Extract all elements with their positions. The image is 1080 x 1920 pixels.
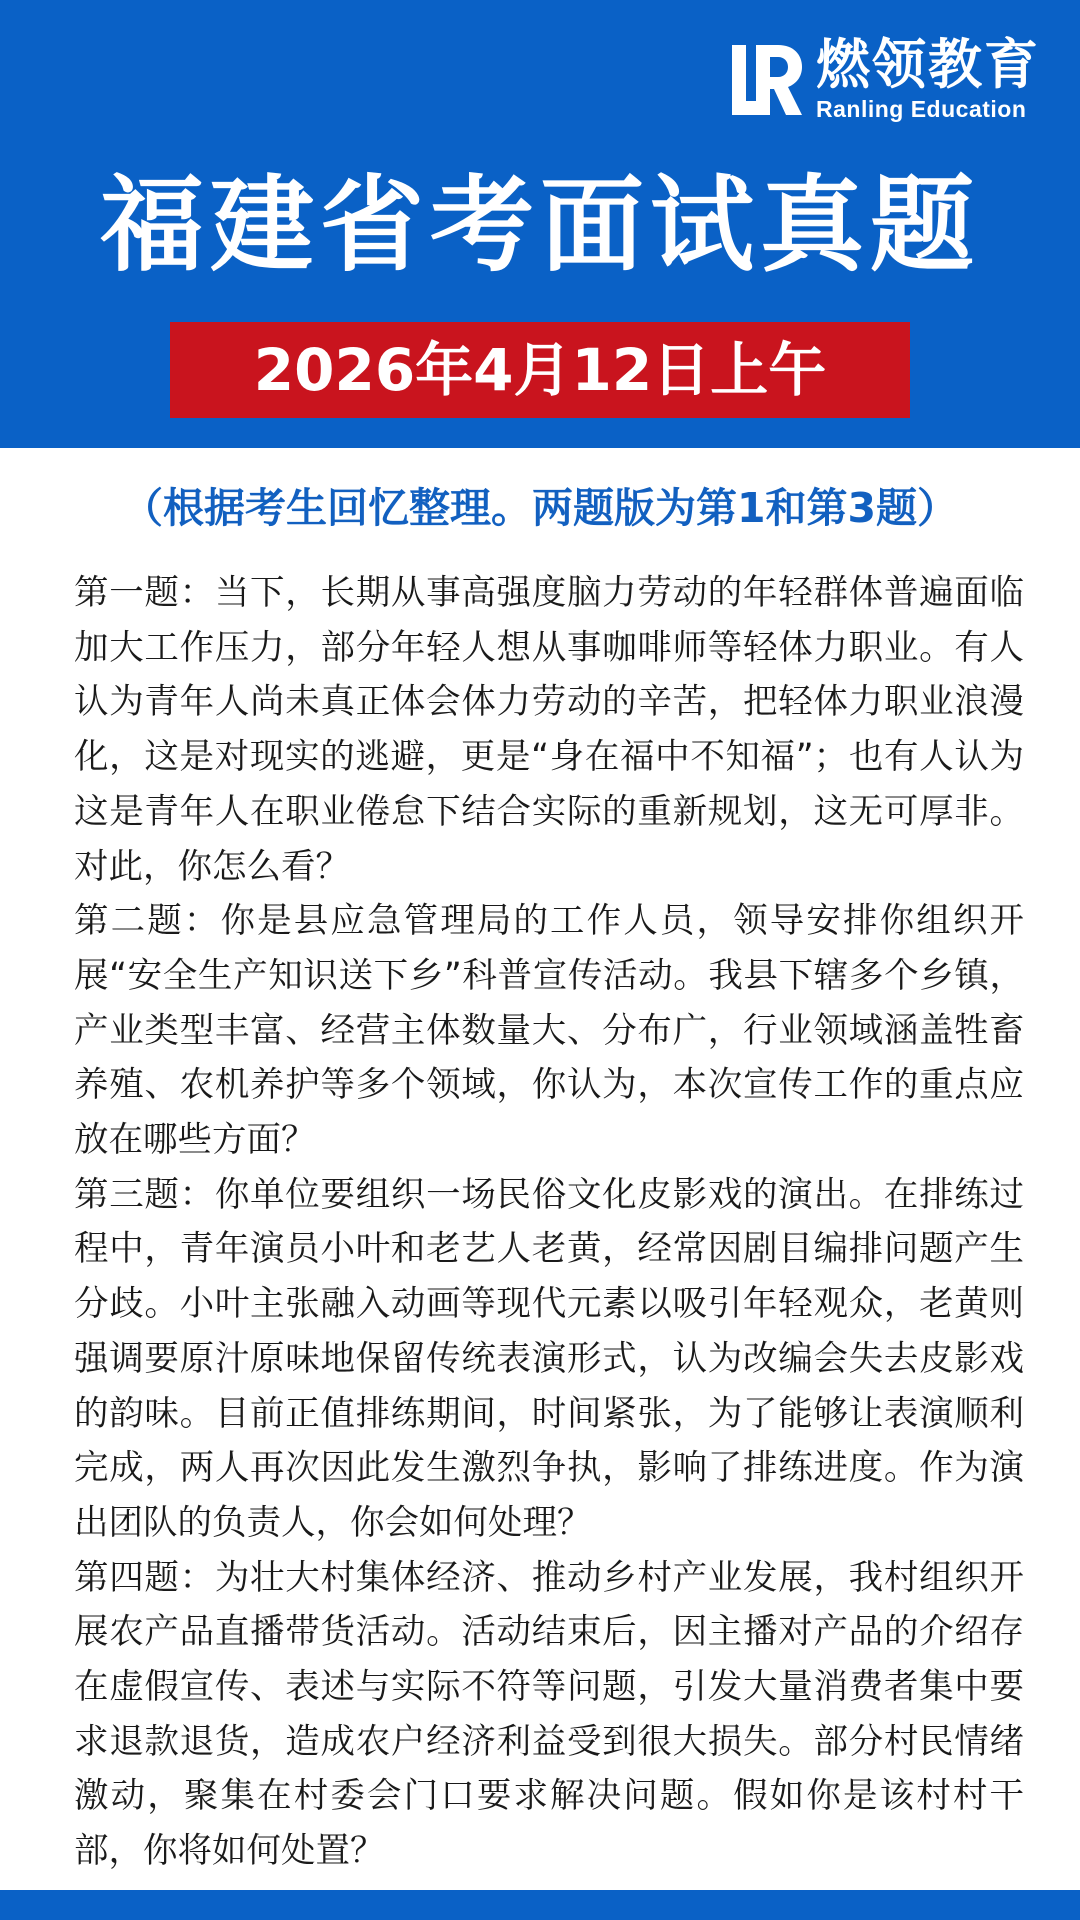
question-1: 第一题：当下，长期从事高强度脑力劳动的年轻群体普遍面临加大工作压力，部分年轻人想从事咖啡师等轻体力职业。有人认为青年人尚未真正体会体力劳动的辛苦，把轻体力职业浪漫化，这是对现实的逃避，更是“身在福中不知福”；也有人认为这是青年人在职业倦怠下结合实际的重新规划，这无可厚非。对此，你怎么看？ — [74, 573, 1024, 887]
brand-logo — [728, 33, 1040, 122]
logo-english-name: Ranling Education — [816, 96, 1027, 122]
subtitle-note: （根据考生回忆整理。两题版为第1和第3题） — [121, 484, 959, 532]
date-banner: 2026年4月12日上午 — [170, 322, 910, 418]
question-list — [74, 566, 1024, 1879]
logo-chinese-name: 燃领教育 — [816, 33, 1040, 96]
page-title: 福建省考面试真题 — [99, 164, 980, 286]
header-banner — [0, 0, 1080, 448]
logo-text — [816, 33, 1040, 122]
lr-logo-icon — [728, 41, 806, 119]
question-2: 第二题：你是县应急管理局的工作人员，领导安排你组织开展“安全生产知识送下乡”科普宣传活动。我县下辖多个乡镇，产业类型丰富、经营主体数量大、分布广，行业领域涵盖牲畜养殖、农机养护等多个领域，你认为，本次宣传工作的重点应放在哪些方面？ — [74, 901, 1024, 1161]
footer-bar — [0, 1890, 1080, 1920]
question-4: 第四题：为壮大村集体经济、推动乡村产业发展，我村组织开展农产品直播带货活动。活动结束后，因主播对产品的介绍存在虚假宣传、表述与实际不符等问题，引发大量消费者集中要求退款退货，造成农户经济利益受到很大损失。部分村民情绪激动，聚集在村委会门口要求解决问题。假如你是该村村干部，你将如何处置？ — [74, 1557, 1024, 1872]
question-3: 第三题：你单位要组织一场民俗文化皮影戏的演出。在排练过程中，青年演员小叶和老艺人老黄，经常因剧目编排问题产生分歧。小叶主张融入动画等现代元素以吸引年轻观众，老黄则强调要原汁原味地保留传统表演形式，认为改编会失去皮影戏的韵味。目前正值排练期间，时间紧张，为了能够让表演顺利完成，两人再次因此发生激烈争执，影响了排练进度。作为演出团队的负责人，你会如何处理？ — [74, 1174, 1024, 1543]
